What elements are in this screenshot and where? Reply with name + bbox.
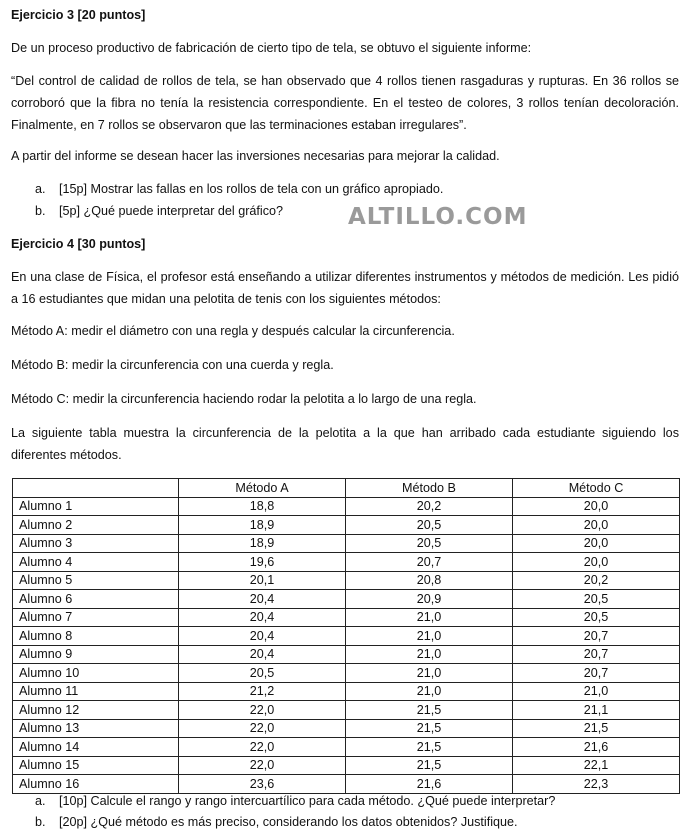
measurement-cell: 20,0 [513,553,680,572]
table-row [13,719,680,738]
student-name-cell: Alumno 8 [13,627,179,646]
ejercicio3-title: Ejercicio 3 [20 puntos] [11,8,146,22]
item-label: b. [35,815,46,829]
table-row [13,534,680,553]
measurement-cell: 21,1 [513,701,680,720]
measurement-cell: 20,7 [513,664,680,683]
header-cell: Método A [179,479,346,498]
student-name-cell: Alumno 10 [13,664,179,683]
header-cell: Método B [346,479,513,498]
measurement-cell: 21,0 [346,608,513,627]
student-name-cell: Alumno 3 [13,534,179,553]
measurement-cell: 20,0 [513,497,680,516]
measurement-cell: 21,5 [346,738,513,757]
table-intro: La siguiente tabla muestra la circunferencia de la pelotita a la que han arribado cada estudiante siguiendo los diferentes métodos. [11,426,679,462]
measurement-cell: 20,7 [513,627,680,646]
measurement-cell: 22,0 [179,738,346,757]
measurement-cell: 21,6 [346,775,513,794]
measurement-cell: 21,0 [346,682,513,701]
header-cell: Método C [513,479,680,498]
measurement-cell: 19,6 [179,553,346,572]
student-name-cell: Alumno 2 [13,516,179,535]
student-name-cell: Alumno 14 [13,738,179,757]
table-row [13,664,680,683]
item-text: [10p] Calcule el rango y rango intercuartílico para cada método. ¿Qué puede interpretar? [59,794,556,808]
ejercicio4-item-b [35,811,518,833]
table-row [13,627,680,646]
student-name-cell: Alumno 11 [13,682,179,701]
student-name-cell: Alumno 5 [13,571,179,590]
table-row [13,590,680,609]
table-row [13,497,680,516]
measurement-cell: 18,9 [179,516,346,535]
measurement-cell: 21,5 [346,701,513,720]
table-row [13,645,680,664]
ejercicio4-item-a [35,790,555,812]
measurement-cell: 20,2 [346,497,513,516]
measurement-cell: 20,5 [513,590,680,609]
measurements-table [12,478,680,794]
table-row [13,701,680,720]
item-label: b. [35,204,46,218]
measurement-cell: 22,0 [179,756,346,775]
table-row [13,553,680,572]
metodo-b: Método B: medir la circunferencia con una cuerda y regla. [11,358,334,372]
measurement-cell: 22,0 [179,719,346,738]
measurement-cell: 20,4 [179,627,346,646]
ejercicio3-task: A partir del informe se desean hacer las inversiones necesarias para mejorar la calidad. [11,149,500,163]
ejercicio3-intro: De un proceso productivo de fabricación de cierto tipo de tela, se obtuvo el siguiente informe: [11,41,532,55]
measurement-cell: 21,0 [346,645,513,664]
measurement-cell: 18,9 [179,534,346,553]
ejercicio4-intro: En una clase de Física, el profesor está enseñando a utilizar diferentes instrumentos y métodos de medición. Les pidió a 16 estudiantes que midan una pelotita de tenis con los siguientes métodos: [11,270,679,306]
measurement-cell: 20,0 [513,516,680,535]
table-row [13,516,680,535]
ejercicio3-quote: “Del control de calidad de rollos de tela, se han observado que 4 rollos tienen rasgaduras y rupturas. En 36 rollos se corroboró que la fibra no tenía la resistencia correspondiente. En el testeo de colores, 3 rollos tenían decoloración. Finalmente, en 7 rollos se observaron que las terminaciones estaban irregulares”. [11,74,679,132]
student-name-cell: Alumno 1 [13,497,179,516]
measurement-cell: 20,5 [346,516,513,535]
table-header-row [13,479,680,498]
item-label: a. [35,182,46,196]
ejercicio3-item-b [35,200,283,222]
measurement-cell: 21,5 [346,719,513,738]
measurement-cell: 20,0 [513,534,680,553]
student-name-cell: Alumno 12 [13,701,179,720]
measurement-cell: 20,7 [513,645,680,664]
measurement-cell: 20,7 [346,553,513,572]
measurement-cell: 20,5 [179,664,346,683]
watermark: ALTILLO.COM [348,204,528,230]
ejercicio4-title: Ejercicio 4 [30 puntos] [11,237,146,251]
measurement-cell: 20,2 [513,571,680,590]
metodo-c: Método C: medir la circunferencia haciendo rodar la pelotita a lo largo de una regla. [11,392,477,406]
measurement-cell: 20,4 [179,645,346,664]
student-name-cell: Alumno 4 [13,553,179,572]
student-name-cell: Alumno 7 [13,608,179,627]
measurement-cell: 20,4 [179,590,346,609]
measurement-cell: 20,9 [346,590,513,609]
measurement-cell: 20,8 [346,571,513,590]
measurement-cell: 23,6 [179,775,346,794]
table-body [13,497,680,793]
student-name-cell: Alumno 15 [13,756,179,775]
measurement-cell: 21,0 [346,664,513,683]
student-name-cell: Alumno 13 [13,719,179,738]
measurement-cell: 20,5 [346,534,513,553]
table-row [13,738,680,757]
table-row [13,682,680,701]
table-row [13,608,680,627]
measurement-cell: 20,1 [179,571,346,590]
measurement-cell: 21,2 [179,682,346,701]
metodo-a: Método A: medir el diámetro con una regla y después calcular la circunferencia. [11,324,455,338]
measurement-cell: 22,0 [179,701,346,720]
ejercicio3-item-a [35,178,443,200]
item-text: [5p] ¿Qué puede interpretar del gráfico? [59,204,284,218]
measurement-cell: 21,6 [513,738,680,757]
measurement-cell: 20,5 [513,608,680,627]
measurement-cell: 22,3 [513,775,680,794]
student-name-cell: Alumno 16 [13,775,179,794]
student-name-cell: Alumno 6 [13,590,179,609]
measurement-cell: 21,5 [346,756,513,775]
measurement-cell: 18,8 [179,497,346,516]
item-label: a. [35,794,46,808]
item-text: [20p] ¿Qué método es más preciso, considerando los datos obtenidos? Justifique. [59,815,518,829]
student-name-cell: Alumno 9 [13,645,179,664]
measurement-cell: 22,1 [513,756,680,775]
item-text: [15p] Mostrar las fallas en los rollos de tela con un gráfico apropiado. [59,182,444,196]
header-cell [13,479,179,498]
table-row [13,571,680,590]
table-row [13,756,680,775]
measurement-cell: 21,5 [513,719,680,738]
measurement-cell: 21,0 [346,627,513,646]
measurement-cell: 20,4 [179,608,346,627]
measurement-cell: 21,0 [513,682,680,701]
